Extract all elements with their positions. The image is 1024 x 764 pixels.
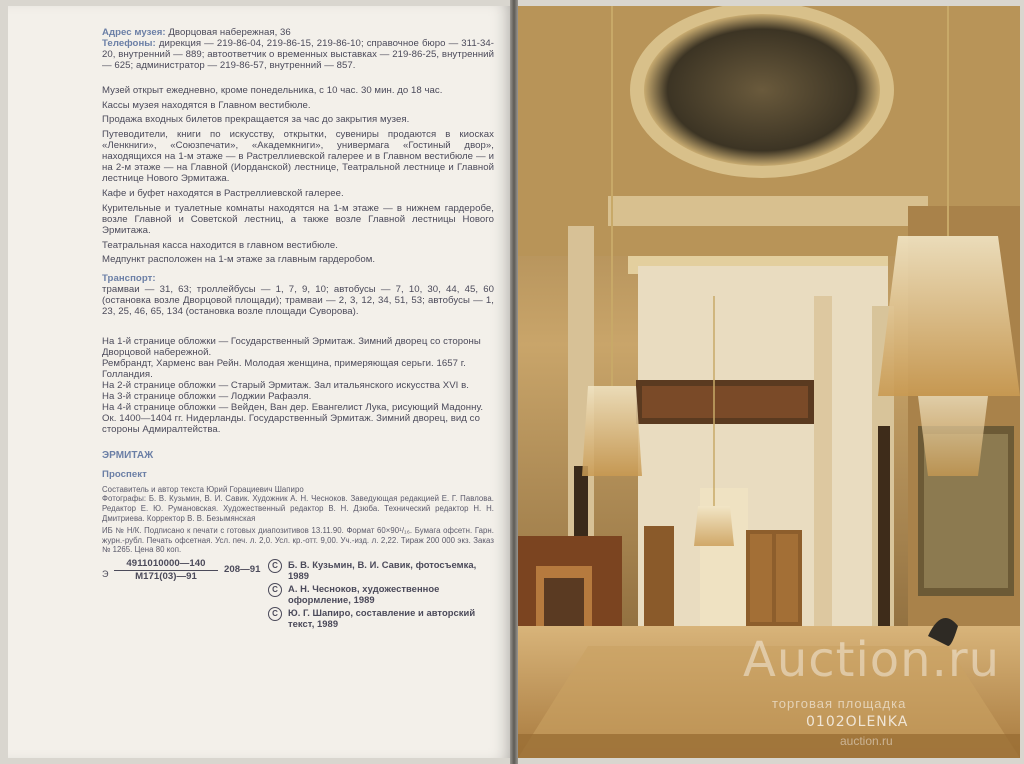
- ticket-sales: Продажа входных билетов прекращается за час до закрытия музея.: [102, 114, 410, 126]
- address-label: Адрес музея:: [102, 27, 166, 38]
- watermark-tagline: торговая площадка: [772, 696, 907, 711]
- phones-value: дирекция — 219-86-04, 219-86-15, 219-86-10; справочное бюро — 311-34-20, внутренний — 889; автоответчик о временных выставках — 219-86-25, внутренний — 625; администратор — 219-86-57, внутренний — 857.: [102, 37, 494, 71]
- caption-cover-4: На 4-й странице обложки — Вейден, Ван дер. Евангелист Лука, рисующий Мадонну. Ок. 1400—1404 гг. Нидерланды. Государственный Эрмитаж. Зимний дворец, вид со стороны Адмиралтейства.: [102, 401, 484, 435]
- address-paragraph: [102, 28, 494, 72]
- watermark-seller: 0102OLENKA: [806, 714, 909, 730]
- copyright-text-text: Ю. Г. Шапиро, составление и авторский текст, 1989: [288, 606, 476, 629]
- spacer: [102, 322, 494, 336]
- copyright-icon: С: [268, 559, 282, 573]
- left-page: [8, 6, 512, 758]
- caption-cover-1: На 1-й странице обложки — Государственный Эрмитаж. Зимний дворец со стороны Дворцовой набережной.: [102, 335, 481, 358]
- credits-staff: Фотографы: Б. В. Кузьмин, В. И. Савик. Художник А. Н. Чесноков. Заведующая редакцией Е. Г. Павлова. Редактор Е. Ю. Румановская. Художественный редактор В. Н. Дзюба. Технический редактор Н. Н. Дмитриева. Корректор В. В. Безымянская: [102, 494, 494, 523]
- text-block: [102, 28, 494, 649]
- credits-author: Составитель и автор текста Юрий Горациевич Шапиро: [102, 484, 304, 494]
- copyright-text: [268, 607, 498, 629]
- kiosks: Путеводители, книги по искусству, открытки, сувениры продаются в киосках «Ленкниги», «Союзпечати», «Академкниги», универмага «Гостиный двор», находящихся на 1-м этаже — в Растреллиевской галерее и в Главном вестибюле — и на 2-м этаже — на Главной (Иорданской) лестнице, Театральной лестнице и Главной лестнице Нового Эрмитажа.: [102, 129, 494, 184]
- code-denominator: М171(03)—91: [135, 570, 197, 582]
- imprint-title: ЭРМИТАЖ: [102, 449, 154, 461]
- copyrights: [268, 559, 498, 631]
- first-aid: Медпункт расположен на 1-м этаже за главным гардеробом.: [102, 254, 376, 266]
- copyright-design-text: А. Н. Чесноков, художественное оформление, 1989: [288, 582, 440, 605]
- copyright-photo: [268, 559, 498, 581]
- copyright-design: [268, 583, 498, 605]
- caption-cover-2: На 2-й странице обложки — Старый Эрмитаж. Зал итальянского искусства XVI в.: [102, 379, 469, 391]
- opening-hours: Музей открыт ежедневно, кроме понедельника, с 10 час. 30 мин. до 18 час.: [102, 84, 443, 96]
- spacer: [102, 435, 494, 451]
- ticket-office: Кассы музея находятся в Главном вестибюле.: [102, 99, 311, 111]
- book-gutter: [510, 0, 518, 764]
- restrooms: Курительные и туалетные комнаты находятся на 1-м этаже — в нижнем гардеробе, возле Главной и Советской лестниц, а также возле Главной лестницы Нового Эрмитажа.: [102, 202, 494, 236]
- phones-label: Телефоны:: [102, 37, 156, 49]
- code-letter: Э: [102, 568, 109, 579]
- cafe: Кафе и буфет находятся в Растреллиевской галерее.: [102, 187, 344, 199]
- transport-value: трамваи — 31, 63; троллейбусы — 1, 7, 9, 10; автобусы — 7, 10, 30, 44, 45, 60 (остановка возле Дворцовой площади); трамваи — 2, 3, 12, 34, 51, 53; автобусы — 1, 23, 25, 46, 65, 134 (остановка возле площади Суворова).: [102, 284, 494, 318]
- caption-rembrandt: Рембрандт, Харменс ван Рейн. Молодая женщина, примеряющая серьги. 1657 г. Голландия.: [102, 357, 466, 380]
- copyright-icon: С: [268, 583, 282, 597]
- imprint-codes: [102, 559, 494, 649]
- copyright-icon: С: [268, 607, 282, 621]
- caption-cover-3: На 3-й странице обложки — Лоджии Рафаэля.: [102, 390, 312, 402]
- imprint-subtitle: Проспект: [102, 468, 147, 480]
- copyright-photo-text: Б. В. Кузьмин, В. И. Савик, фотосъемка, 1989: [288, 558, 477, 581]
- theatre-box-office: Театральная касса находится в главном вестибюле.: [102, 239, 338, 251]
- watermark-domain: auction.ru: [840, 734, 893, 748]
- watermark-main: Auction.ru: [742, 632, 1000, 688]
- code-numerator: 4911010000—140: [114, 559, 218, 571]
- credits-print: ИБ № Н/К. Подписано к печати с готовых диапозитивов 13.11.90. Формат 60×90¹/₁₆. Бумага офсетн. Гарн. журн.-рубл. Печать офсетная. Усл. печ. л. 2,0. Усл. кр.-отт. 9,00. Уч.-изд. л. 2,22. Тираж 200 000 экз. Заказ № 1265. Цена 80 коп.: [102, 526, 494, 555]
- code-order: 208—91: [224, 563, 261, 575]
- address-value: Дворцовая набережная, 36: [168, 27, 291, 38]
- transport-label: Транспорт:: [102, 273, 156, 285]
- transport-paragraph: [102, 274, 494, 318]
